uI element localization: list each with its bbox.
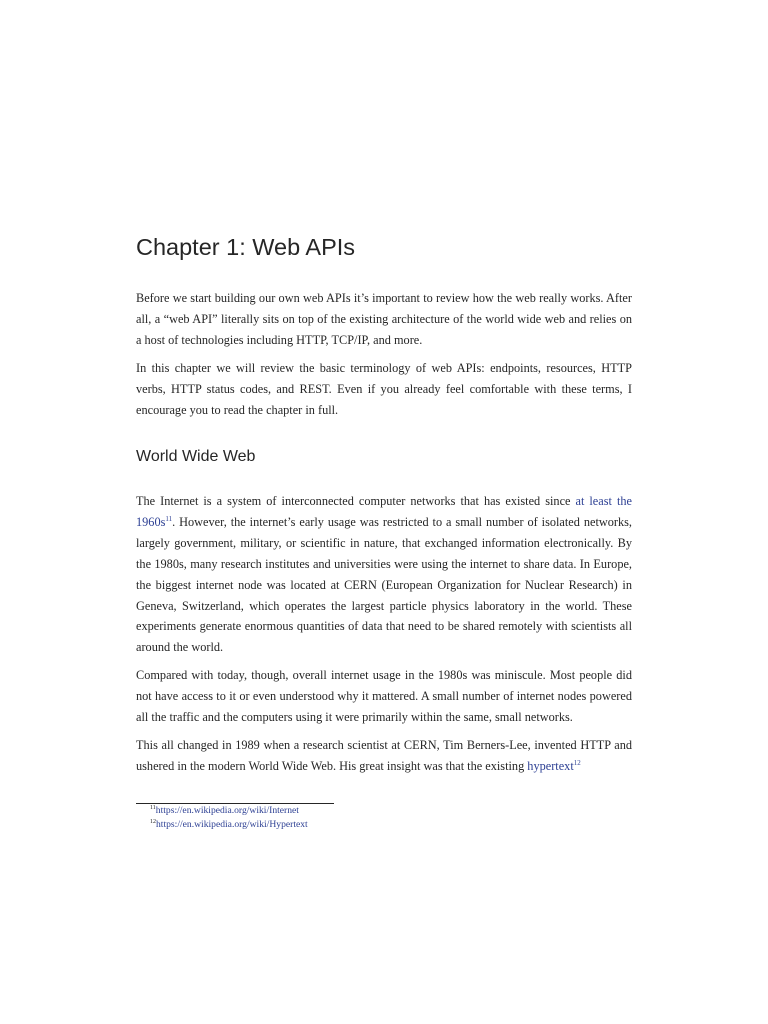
paragraph-text: This all changed in 1989 when a research scientist at CERN, Tim Berners-Lee, invented HTTP and ushered in the modern World Wide Web. His great insight was that the existing [136, 737, 632, 773]
footnote-number: 11 [150, 805, 156, 811]
section-body [136, 491, 632, 777]
footnote-11 [150, 804, 308, 818]
section-title: World Wide Web [136, 448, 256, 465]
paragraph-text: The Internet is a system of interconnected computer networks that has existed since [136, 494, 576, 508]
footnote-link[interactable]: https://en.wikipedia.org/wiki/Internet [155, 805, 299, 816]
internet-history-link[interactable]: at least the 1960s [136, 494, 632, 529]
chapter-intro [136, 288, 632, 420]
footnote-12 [150, 818, 308, 832]
section-paragraph-3 [136, 735, 632, 777]
intro-paragraph-2: In this chapter we will review the basic terminology of web APIs: endpoints, resources, HTTP verbs, HTTP status codes, and REST. Even if you already feel comfortable with these terms, I encourage you to read the chapter in full. [136, 360, 632, 417]
footnote-ref-12[interactable]: 12 [573, 758, 581, 767]
chapter-title: Chapter 1: Web APIs [136, 234, 356, 260]
footnote-number: 12 [150, 818, 156, 825]
footnote-ref-11[interactable]: 11 [165, 514, 173, 523]
paragraph-text: . However, the internet’s early usage was restricted to a small number of isolated networks, largely government, military, or scientific in nature, that exchanged information electronically. By the 1980s, many research institutes and universities were using the internet to share data. In Europe, the biggest internet node was located at CERN (European Organization for Nuclear Research) in Geneva, Switzerland, which operates the largest particle physics laboratory in the world. These experiments generate enormous quantities of data that need to be shared remotely with scientists all around the world. [136, 514, 632, 655]
hypertext-link[interactable]: hypertext [527, 758, 574, 773]
footnotes [150, 804, 308, 831]
section-paragraph-1 [136, 491, 632, 658]
footnote-link[interactable]: https://en.wikipedia.org/wiki/Hypertext [156, 818, 308, 830]
intro-paragraph-1: Before we start building our own web APIs it’s important to review how the web really works. After all, a “web API” literally sits on top of the existing architecture of the world wide web and relies on a host of technologies including HTTP, TCP/IP, and more. [136, 291, 632, 347]
section-paragraph-2: Compared with today, though, overall internet usage in the 1980s was miniscule. Most people did not have access to it or even understood why it mattered. A small number of internet nodes powered all the traffic and the computers using it were primarily within the same, small networks. [136, 668, 632, 725]
